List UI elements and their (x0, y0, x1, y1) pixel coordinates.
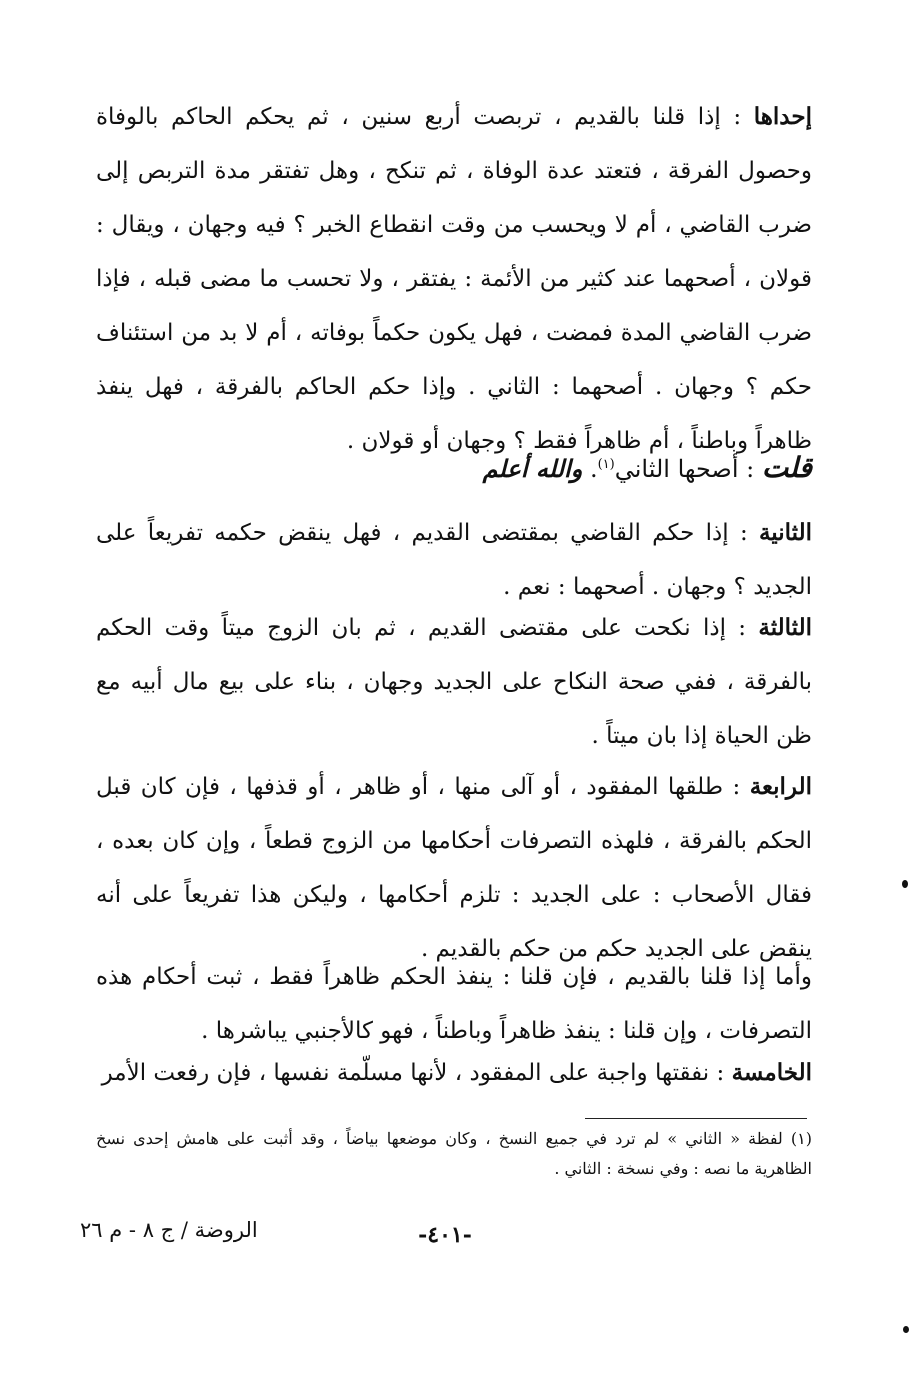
paragraph-continuation (96, 950, 812, 1058)
paragraph-heading: الثانية (758, 519, 812, 546)
paragraph-third (96, 601, 812, 763)
qult-note: قلت : أصحها الثاني$^{(١)}$. والله أعلم (482, 451, 812, 484)
paragraph-heading: الرابعة (749, 773, 812, 800)
paragraph-second (96, 506, 812, 614)
printer-signature: الروضة / ج ٨ - م ٢٦ (80, 1218, 258, 1242)
paragraph-text: وأما إذا قلنا بالقديم ، فإن قلنا : ينفذ الحكم ظاهراً فقط ، ثبت أحكام هذه التصرفات ، وإن قلنا : ينفذ ظاهراً وباطناً ، فهو كالأجنبي يباشرها . (96, 964, 812, 1044)
qult-text: : أصحها الثاني (614, 455, 755, 483)
paragraph-heading: إحداها (753, 103, 812, 130)
paragraph-text: : إذا حكم القاضي بمقتضى القديم ، فهل ينقض حكمه تفريعاً على الجديد ؟ وجهان . أصحهما : نعم . (96, 520, 812, 600)
paragraph-heading: الثالثة (758, 614, 813, 641)
footnote-divider (585, 1118, 807, 1119)
paragraph-text: : طلقها المفقود ، أو آلى منها ، أو ظاهر ، أو قذفها ، فإن كان قبل الحكم بالفرقة ، فلهذه التصرفات أحكامها من الزوج قطعاً ، وإن كان بعده ، فقال الأصحاب : على الجديد : تلزم أحكامها ، وليكن هذا تفريعاً على أنه ينقض على الجديد حكم من حكم بالقديم . (96, 774, 812, 962)
paragraph-fourth (96, 760, 812, 976)
qult-word: قلت (761, 451, 812, 484)
paragraph-text: : إذا نكحت على مقتضى القديم ، ثم بان الزوج ميتاً وقت الحكم بالفرقة ، ففي صحة النكاح على الجديد وجهان ، بناء على بيع مال أبيه مع ظن الحياة إذا بان ميتاً . (96, 615, 812, 749)
paragraph-text: : نفقتها واجبة على المفقود ، لأنها مسلّمة نفسها ، فإن رفعت الأمر (101, 1060, 725, 1086)
scan-speck (902, 880, 908, 888)
paragraph-first (96, 90, 812, 468)
page-number: -٤٠١- (418, 1222, 472, 1248)
footnote-marker: (١) (597, 457, 615, 472)
paragraph-text: : إذا قلنا بالقديم ، تربصت أربع سنين ، ثم يحكم الحاكم بالوفاة وحصول الفرقة ، فتعتد عدة الوفاة ، ثم تنكح ، وهل تفتقر مدة التربص إلى ضرب القاضي ، أم لا ويحسب من وقت انقطاع الخبر ؟ فيه وجهان ، ويقال : قولان ، أصحهما عند كثير من الأئمة : يفتقر ، ولا تحسب ما مضى قبله ، فإذا ضرب القاضي المدة فمضت ، فهل يكون حكماً بوفاته ، أم لا بد من استئناف حكم ؟ وجهان . أصحهما : الثاني . وإذا حكم الحاكم بالفرقة ، فهل ينفذ ظاهراً وباطناً ، أم ظاهراً فقط ؟ وجهان أو قولان . (96, 104, 813, 454)
footnote: (١) لفظة « الثاني » لم ترد في جميع النسخ ، وكان موضعها بياضاً ، وقد أثبت على هامش إحدى نسخ الظاهرية ما نصه : وفي نسخة : الثاني . (96, 1129, 812, 1178)
paragraph-fifth (96, 1046, 812, 1100)
scan-speck (903, 1326, 909, 1333)
paragraph-heading: الخامسة (731, 1059, 812, 1086)
qult-closing: والله أعلم (482, 454, 583, 483)
